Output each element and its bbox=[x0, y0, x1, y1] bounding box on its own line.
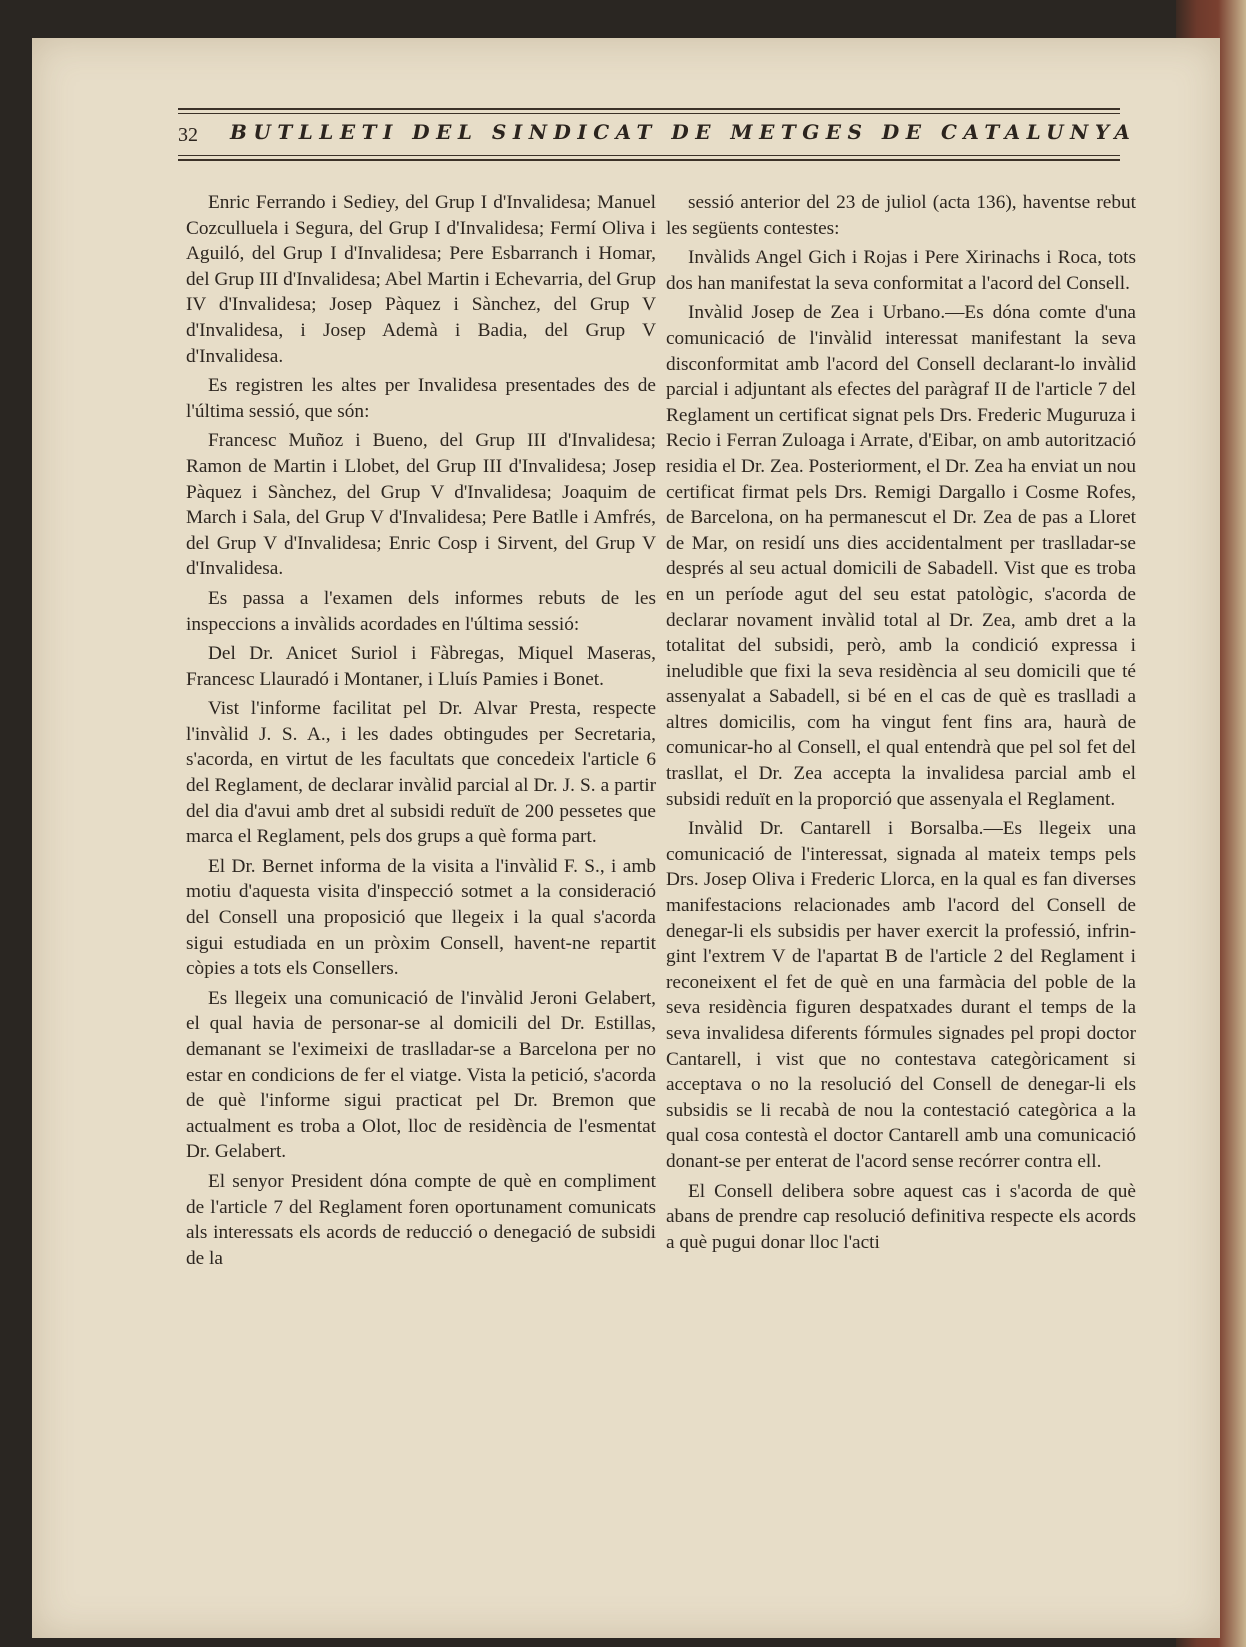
header-rule-bottom-thin bbox=[178, 155, 1120, 156]
paragraph: sessió anterior del 23 de juliol (acta 136), haventse rebut les següents contestes: bbox=[666, 192, 1136, 239]
paragraph: El Consell delibera sobre aquest cas i s'acorda de què abans de prendre cap resolució definitiva respecte els acords a què pugui donar lloc l'acti bbox=[666, 1180, 1136, 1253]
paragraph: Es passa a l'examen dels informes rebuts de les inspeccions a invàlids acordades en l'última sessió: bbox=[186, 587, 656, 635]
journal-title: BUTLLETI DEL SINDICAT DE METGES DE CATALUNYA bbox=[230, 120, 1137, 144]
left-column bbox=[186, 190, 656, 1275]
paragraph: Francesc Muñoz i Bueno, del Grup III d'Invalidesa; Ramon de Martin i Llobet, del Grup III d'Invalidesa; Josep Pàquez i Sànchez, del Grup V d'Invalidesa; Joaquim de March i Sala, del Grup V d'Invalidesa; Pere Batlle i Amfrés, del Grup V d'Invalidesa; Enric Cosp i Sirvent, del Grup V d'Invalidesa. bbox=[186, 430, 656, 580]
paragraph: Invàlid Josep de Zea i Urbano.—Es dóna comte d'una comunicació de l'invàlid interessat manifestant la seva disconformitat amb l'acord del Consell declarant-lo invàlid parcial i adjuntant als efectes del paràgraf II de l'article 7 del Reglament un certificat signat pels Drs. Frederic Muguruza i Recio i Ferran Zuloaga i Arrate, d'Eibar, on amb autorització residia el Dr. Zea. Posteriorment, el Dr. Zea ha enviat un nou certificat firmat pels Drs. Remigi Dargallo i Cosme Rofes, de Barcelona, on ha permanescut el Dr. Zea de pas a Lloret de Mar, on residí uns dies accidentalment per traslladar-se després al seu actual domicili de Sabadell. Vist que es troba en un període agut del seu estat patològic, s'acorda de declarar novament invàlid total al Dr. Zea, amb dret a la totalitat del subsidi, però, amb la condició expressa i ineludible que fixi la seva residència al seu domicili que té assenyalat a Sabadell, si bé en el cas de què es traslladi a altres domicilis, com ha vingut fent fins ara, haurà de comunicar-ho al Consell, el qual entendrà que pel sol fet del trasllat, el Dr. Zea accepta la invalidesa parcial amb el subsidi reduït en la proporció que assenyala el Reglament. bbox=[666, 302, 1136, 810]
header-rule-top bbox=[178, 108, 1120, 110]
paragraph: El Dr. Bernet informa de la visita a l'invàlid F. S., i amb motiu d'aquesta visita d'inspecció sotmet a la consideració del Consell una proposició que llegeix i la qual s'acorda sigui estudiada en un pròxim Consell, havent-ne repartit còpies a tots els Consellers. bbox=[186, 855, 656, 980]
paragraph: El senyor President dóna compte de què en compliment de l'article 7 del Reglament foren oportunament comunicats als interessats els acords de reducció o denegació de subsidi de la bbox=[186, 1170, 656, 1269]
paragraph: Del Dr. Anicet Suriol i Fàbregas, Miquel Maseras, Francesc Llauradó i Montaner, i Lluís Pamies i Bonet. bbox=[186, 643, 656, 690]
paragraph: Invàlid Dr. Cantarell i Borsalba.—Es llegeix una comunicació de l'interessat, signada al mateix temps pels Drs. Josep Oliva i Frederic Llorca, en la qual es fan diverses manifestacions relacionades amb l'acord del Consell de denegar-li els subsidis per haver exercit la professió, infringint l'extrem V de l'apartat B de l'article 2 del Reglament i reconeixent el fet de què en una farmàcia del poble de la seva residència figuren despatxades durant el temps de la seva invalidesa diferents fórmules signades pel propi doctor Cantarell, i vist que no contestava categòricament si acceptava o no la resolució del Consell de denegar-li els subsidis se li recabà de nou la contestació categòrica a la qual cosa contestà el doctor Cantarell amb una comunicació donant-se per enterat de l'acord sense recórrer contra ell. bbox=[666, 818, 1136, 1172]
header-rule-top-thin bbox=[178, 113, 1120, 114]
page-number: 32 bbox=[178, 124, 198, 146]
paragraph: Vist l'informe facilitat pel Dr. Alvar Presta, respecte l'invàlid J. S. A., i les dades obtingudes per Secretaria, s'acorda, en virtut de les facultats que concedeix l'article 6 del Reglament, de declarar invàlid parcial al Dr. J. S. a partir del dia d'avui amb dret al subsidi reduït de 200 pessetes que marca el Reglament, pels dos grups a què forma part. bbox=[186, 698, 656, 848]
header-rule-bottom bbox=[178, 159, 1120, 161]
paragraph: Invàlids Angel Gich i Rojas i Pere Xirinachs i Roca, tots dos han manifestat la seva conformitat a l'acord del Consell. bbox=[666, 247, 1136, 294]
paragraph: Enric Ferrando i Sediey, del Grup I d'Invalidesa; Manuel Cozculluela i Segura, del Grup I d'Invalidesa; Fermí Oliva i Aguiló, del Grup I d'Invalidesa; Pere Esbarranch i Homar, del Grup III d'Invalidesa; Abel Martin i Echevarria, del Grup IV d'Invalidesa; Josep Pàquez i Sànchez, del Grup V d'Invalidesa, i Josep Ademà i Badia, del Grup V d'Invalidesa. bbox=[186, 192, 656, 367]
page-header bbox=[178, 108, 1137, 168]
paragraph: Es registren les altes per Invalidesa presentades des de l'última sessió, que són: bbox=[186, 375, 656, 422]
paragraph: Es llegeix una comunicació de l'invàlid Jeroni Gelabert, el qual havia de personar-se al domicili del Dr. Estillas, demanant se l'eximeixi de traslladar-se a Barcelona per no estar en condicions de fer el viatge. Vista la petició, s'acorda de què l'informe sigui practicat pel Dr. Bremon que actualment es troba a Olot, lloc de residència de l'esmentat Dr. Gelabert. bbox=[186, 987, 656, 1163]
right-column bbox=[666, 190, 1136, 1259]
